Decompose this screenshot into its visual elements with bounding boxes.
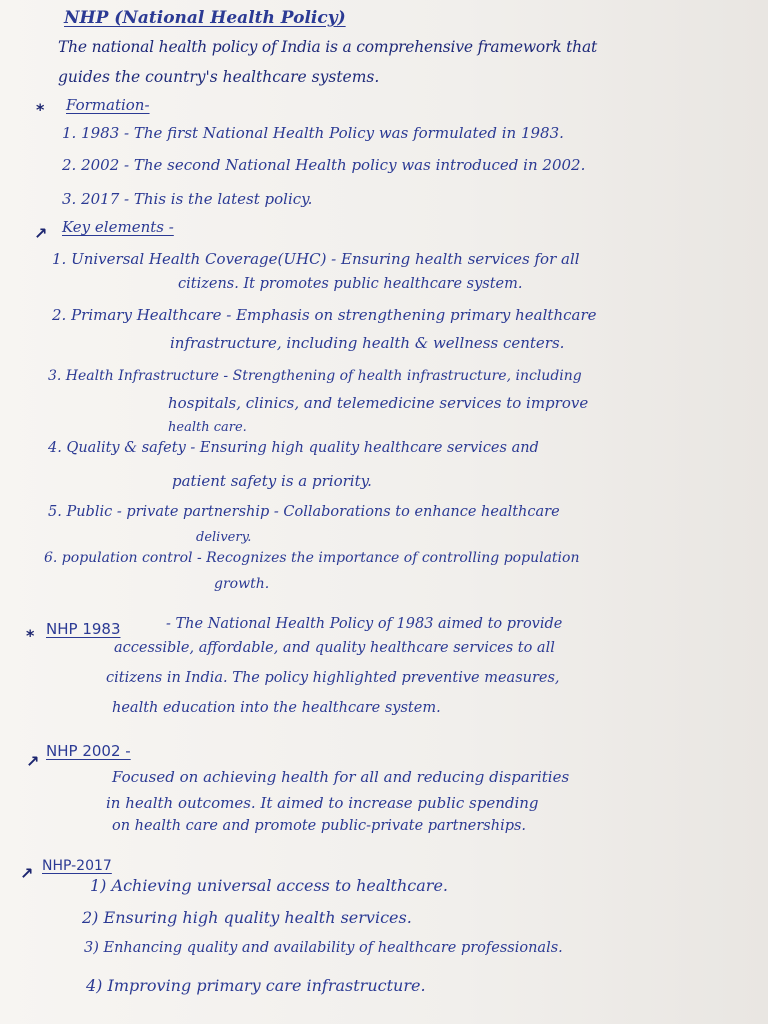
bullet-star-icon: *: [26, 626, 35, 645]
key-element-6-line-2: growth.: [214, 576, 270, 592]
key-element-4-line-2: patient safety is a priority.: [172, 472, 372, 490]
nhp1983-line-2: accessible, affordable, and quality healthcare services to all: [114, 640, 555, 656]
nhp1983-line-1: - The National Health Policy of 1983 aimed to provide: [166, 616, 563, 632]
nhp1983-heading: NHP 1983: [46, 620, 121, 638]
nhp2017-heading: NHP-2017: [42, 858, 112, 874]
bullet-arrow-icon: ↗: [34, 224, 48, 243]
formation-item-2: 2. 2002 - The second National Health policy was introduced in 2002.: [62, 156, 586, 174]
key-element-3-line-1: 3. Health Infrastructure - Strengthening of health infrastructure, including: [48, 368, 582, 384]
nhp2002-heading: NHP 2002 -: [46, 742, 131, 760]
key-element-2-line-1: 2. Primary Healthcare - Emphasis on strengthening primary healthcare: [52, 306, 597, 324]
key-element-2-line-2: infrastructure, including health & wellness centers.: [170, 334, 565, 352]
formation-item-3: 3. 2017 - This is the latest policy.: [62, 190, 313, 208]
formation-item-1: 1. 1983 - The first National Health Policy was formulated in 1983.: [62, 124, 564, 142]
bullet-arrow-icon: ↗: [26, 752, 40, 771]
key-element-3-line-3: health care.: [168, 420, 247, 435]
bullet-arrow-icon: ↗: [20, 864, 34, 883]
nhp2002-line-3: on health care and promote public-private partnerships.: [112, 818, 527, 834]
nhp1983-line-3: citizens in India. The policy highlighted preventive measures,: [106, 670, 560, 686]
key-element-1-line-2: citizens. It promotes public healthcare system.: [178, 276, 523, 292]
intro-line-2: guides the country's healthcare systems.: [58, 68, 380, 86]
key-element-5-line-2: delivery.: [196, 530, 252, 545]
intro-line-1: The national health policy of India is a comprehensive framework that: [58, 38, 598, 56]
bullet-star-icon: *: [36, 100, 45, 119]
page-title: NHP (National Health Policy): [64, 8, 346, 28]
nhp2002-line-2: in health outcomes. It aimed to increase public spending: [106, 794, 539, 812]
key-element-1-line-1: 1. Universal Health Coverage(UHC) - Ensuring health services for all: [52, 250, 580, 268]
key-elements-heading: Key elements -: [62, 218, 174, 236]
nhp2017-item-3: 3) Enhancing quality and availability of healthcare professionals.: [84, 940, 563, 956]
key-element-3-line-2: hospitals, clinics, and telemedicine services to improve: [168, 394, 589, 412]
formation-heading: Formation-: [66, 96, 150, 114]
nhp2017-item-4: 4) Improving primary care infrastructure.: [86, 976, 426, 995]
nhp2017-item-2: 2) Ensuring high quality health services.: [82, 908, 412, 927]
nhp2002-line-1: Focused on achieving health for all and reducing disparities: [112, 768, 570, 786]
key-element-6-line-1: 6. population control - Recognizes the importance of controlling population: [44, 550, 580, 566]
nhp2017-item-1: 1) Achieving universal access to healthcare.: [90, 876, 448, 895]
key-element-4-line-1: 4. Quality & safety - Ensuring high quality healthcare services and: [48, 440, 539, 456]
key-element-5-line-1: 5. Public - private partnership - Collaborations to enhance healthcare: [48, 504, 560, 520]
nhp1983-line-4: health education into the healthcare system.: [112, 700, 441, 716]
